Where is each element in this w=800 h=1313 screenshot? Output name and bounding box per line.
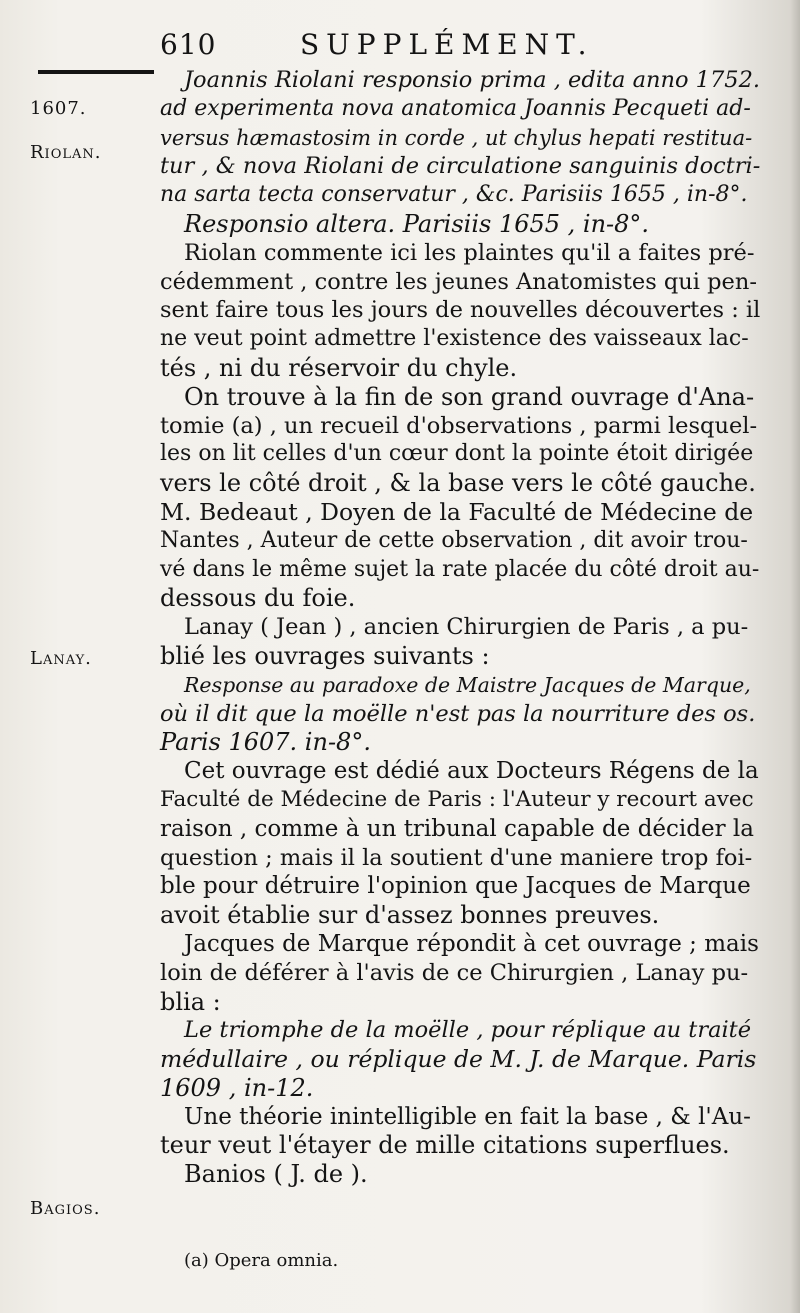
text-line: tés , ni du réservoir du chyle. xyxy=(160,353,518,382)
text-line: Joannis Riolani responsio prima , edita anno 1752. xyxy=(184,67,761,93)
text-line: Cet ouvrage est dédié aux Docteurs Régens de la xyxy=(184,758,759,785)
text-line: sent faire tous les jours de nouvelles découvertes : il xyxy=(160,297,761,324)
text-line: Faculté de Médecine de Paris : l'Auteur y recourt avec xyxy=(160,786,754,812)
text-line: vers le côté droit , & la base vers le côté gauche. xyxy=(160,469,756,498)
text-line: Le triomphe de la moëlle , pour réplique au traité xyxy=(184,1017,752,1044)
margin-note-bagios: Bagios. xyxy=(30,1198,101,1219)
margin-note-year: 1607. xyxy=(30,98,87,119)
text-line: Lanay ( Jean ) , ancien Chirurgien de Paris , a pu- xyxy=(184,614,749,641)
text-line: teur veut l'étayer de mille citations superflues. xyxy=(160,1131,730,1160)
text-line: les on lit celles d'un cœur dont la pointe étoit dirigée xyxy=(160,441,754,467)
page-header xyxy=(160,20,620,64)
text-line: question ; mais il la soutient d'une maniere trop foi- xyxy=(160,844,753,871)
text-line: Banios ( J. de ). xyxy=(184,1160,368,1189)
text-line: ble pour détruire l'opinion que Jacques de Marque xyxy=(160,873,751,900)
text-line: versus hæmastosim in corde , ut chylus hepati restitua- xyxy=(160,125,753,150)
footnote: (a) Opera omnia. xyxy=(184,1250,339,1271)
text-line: Paris 1607. in-8°. xyxy=(160,728,371,757)
margin-note-lanay: Lanay. xyxy=(30,648,92,669)
text-line: cédemment , contre les jeunes Anatomistes qui pen- xyxy=(160,268,757,295)
text-line: On trouve à la fin de son grand ouvrage d'Ana- xyxy=(184,382,755,411)
text-line: médullaire , ou réplique de M. J. de Marque. Paris xyxy=(160,1045,757,1074)
text-line: Nantes , Auteur de cette observation , dit avoir trou- xyxy=(160,527,748,553)
text-line: na sarta tecta conservatur , &c. Parisiis 1655 , in-8°. xyxy=(160,182,748,208)
text-line: ne veut point admettre l'existence des vaisseaux lac- xyxy=(160,326,749,352)
text-line: où il dit que la moëlle n'est pas la nourriture des os. xyxy=(160,700,756,727)
running-title: SUPPLÉMENT. xyxy=(300,28,594,61)
text-line: blié les ouvrages suivants : xyxy=(160,641,490,670)
text-line: Jacques de Marque répondit à cet ouvrage ; mais xyxy=(184,930,759,957)
body-text xyxy=(160,66,760,1189)
text-line: ad experimenta nova anatomica Joannis Pecqueti ad- xyxy=(160,95,751,121)
text-line: vé dans le même sujet la rate placée du côté droit au- xyxy=(160,556,760,582)
text-line: tur , & nova Riolani de circulatione sanguinis doctri- xyxy=(160,153,761,180)
text-line: blia : xyxy=(160,987,221,1016)
page-number: 610 xyxy=(160,28,217,61)
margin-note-riolan: Riolan. xyxy=(30,142,102,163)
text-line: Responsio altera. Parisiis 1655 , in-8°. xyxy=(184,209,650,238)
text-line: loin de déférer à l'avis de ce Chirurgien , Lanay pu- xyxy=(160,959,749,986)
text-line: raison , comme à un tribunal capable de décider la xyxy=(160,815,754,842)
text-line: Riolan commente ici les plaintes qu'il a faites pré- xyxy=(184,239,755,266)
text-line: Response au paradoxe de Maistre Jacques de Marque, xyxy=(184,672,751,697)
text-line: avoit établie sur d'assez bonnes preuves. xyxy=(160,901,660,930)
text-line: 1609 , in-12. xyxy=(160,1073,314,1102)
text-line: Une théorie inintelligible en fait la base , & l'Au- xyxy=(184,1103,751,1130)
text-line: M. Bedeaut , Doyen de la Faculté de Médecine de xyxy=(160,497,754,526)
text-line: tomie (a) , un recueil d'observations , parmi lesquel- xyxy=(160,412,758,439)
margin-rule xyxy=(38,70,154,74)
text-line: dessous du foie. xyxy=(160,584,356,613)
